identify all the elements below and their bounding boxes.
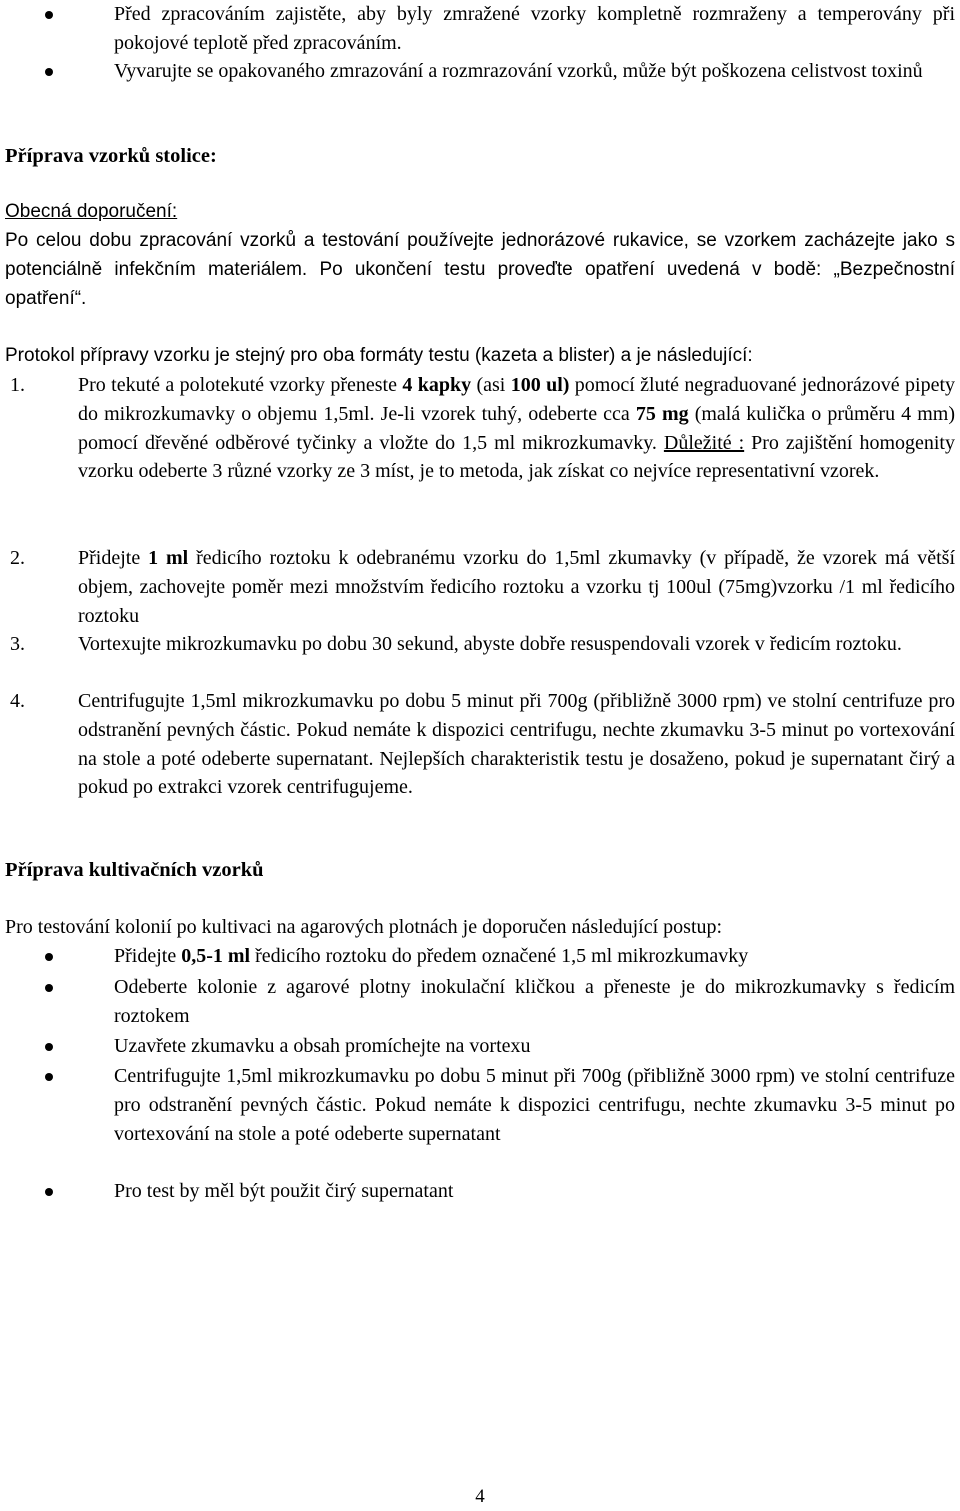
bullet-dot bbox=[45, 984, 53, 992]
bullet-dot bbox=[45, 1043, 53, 1051]
general-text bbox=[5, 227, 955, 313]
bullet-thaw bbox=[5, 0, 955, 58]
general-label-text: Obecná doporučení: bbox=[5, 201, 178, 222]
bullet-text: Před zpracováním zajistěte, aby byly zmražené vzorky kompletně rozmraženy a temperovány při pokojové teplotě před zpracováním. bbox=[114, 3, 955, 54]
culture-bullet-5: Pro test by měl být použit čirý supernatant bbox=[5, 1177, 955, 1206]
culture-bullet-2: Odeberte kolonie z agarové plotny inokulační kličkou a přeneste je do mikrozkumavky s ředicím roztokem bbox=[5, 973, 955, 1031]
bullet-refreeze bbox=[5, 57, 955, 86]
page-number: 4 bbox=[475, 1486, 485, 1507]
protocol-intro: Protokol přípravy vzorku je stejný pro oba formáty testu (kazeta a blister) a je následující: bbox=[5, 345, 753, 366]
step-number: 2. bbox=[10, 547, 25, 569]
step-2: 2. Přidejte 1 ml ředicího roztoku k odebranému vzorku do 1,5ml zkumavky (v případě, že vzorek má větší objem, zachovejte poměr mezi množstvím ředicího roztoku a vzorku tj 100ul (75mg)vzorku /1 ml ředicího roztoku bbox=[5, 544, 955, 630]
step-number: 4. bbox=[10, 690, 25, 712]
step-1: 1. Pro tekuté a polotekuté vzorky přeneste 4 kapky (asi 100 ul) pomocí žluté negraduované jednorázové pipety do mikrozkumavky o objemu 1,5ml. Je-li vzorek tuhý, odeberte cca 75 mg (malá kulička o průměru 4 mm) pomocí dřevěné odběrové tyčinky a vložte do 1,5 ml mikrozkumavky. Důležité : Pro zajištění homogenity vzorku odeberte 3 různé vzorky ze 3 míst, je to metoda, jak získat co nejvíce representativní vzorek. bbox=[5, 371, 955, 486]
step-number: 1. bbox=[10, 374, 25, 396]
general-text-2: Po ukončení testu proveďte opatření uvedená v bodě: „Bezpečnostní opatření“. bbox=[5, 258, 955, 309]
bullet-dot bbox=[45, 1188, 53, 1196]
bullet-dot bbox=[45, 953, 53, 961]
bullet-text: Vyvarujte se opakovaného zmrazování a rozmrazování vzorků, může být poškozena celistvost toxinů bbox=[114, 60, 923, 82]
bullet-dot bbox=[45, 1073, 53, 1081]
culture-bullet-3: Uzavřete zkumavku a obsah promíchejte na vortexu bbox=[5, 1032, 955, 1061]
general-label bbox=[5, 198, 955, 227]
bullet-dot bbox=[45, 68, 53, 76]
bullet-dot bbox=[45, 11, 53, 19]
culture-intro: Pro testování kolonií po kultivaci na agarových plotnách je doporučen následující postup: bbox=[5, 916, 723, 938]
culture-bullet-4: Centrifugujte 1,5ml mikrozkumavku po dobu 5 minut při 700g (přibližně 3000 rpm) ve stolní centrifuze pro odstranění pevných částic. Pokud nemáte k dispozici centrifugu, nechte zkumavku 3-5 minut po vortexování na stole a poté odeberte supernatant bbox=[5, 1062, 955, 1148]
step-number: 3. bbox=[10, 633, 25, 655]
step-4: 4. Centrifugujte 1,5ml mikrozkumavku po dobu 5 minut při 700g (přibližně 3000 rpm) ve stolní centrifuze pro odstranění pevných částic. Pokud nemáte k dispozici centrifugu, nechte zkumavku 3-5 minut po vortexování na stole a poté odeberte supernatant. Nejlepších charakteristik testu je dosaženo, pokud je supernatant čirý a pokud po extrakci vzorek centrifugujeme. bbox=[5, 687, 955, 802]
general-text-1: Po celou dobu zpracování vzorků a testování používejte jednorázové rukavice, se vzorkem zacházejte jako s potenciálně infekčním materiálem. bbox=[5, 230, 955, 280]
important-label: Důležité : bbox=[663, 431, 745, 454]
heading-culture-prep: Příprava kultivačních vzorků bbox=[5, 859, 264, 881]
step-3: 3. Vortexujte mikrozkumavku po dobu 30 sekund, abyste dobře resuspendovali vzorek v ředicím roztoku. bbox=[5, 630, 955, 659]
culture-bullet-1: Přidejte 0,5-1 ml ředicího roztoku do předem označené 1,5 ml mikrozkumavky bbox=[5, 942, 955, 971]
heading-stool-prep: Příprava vzorků stolice: bbox=[5, 145, 217, 167]
